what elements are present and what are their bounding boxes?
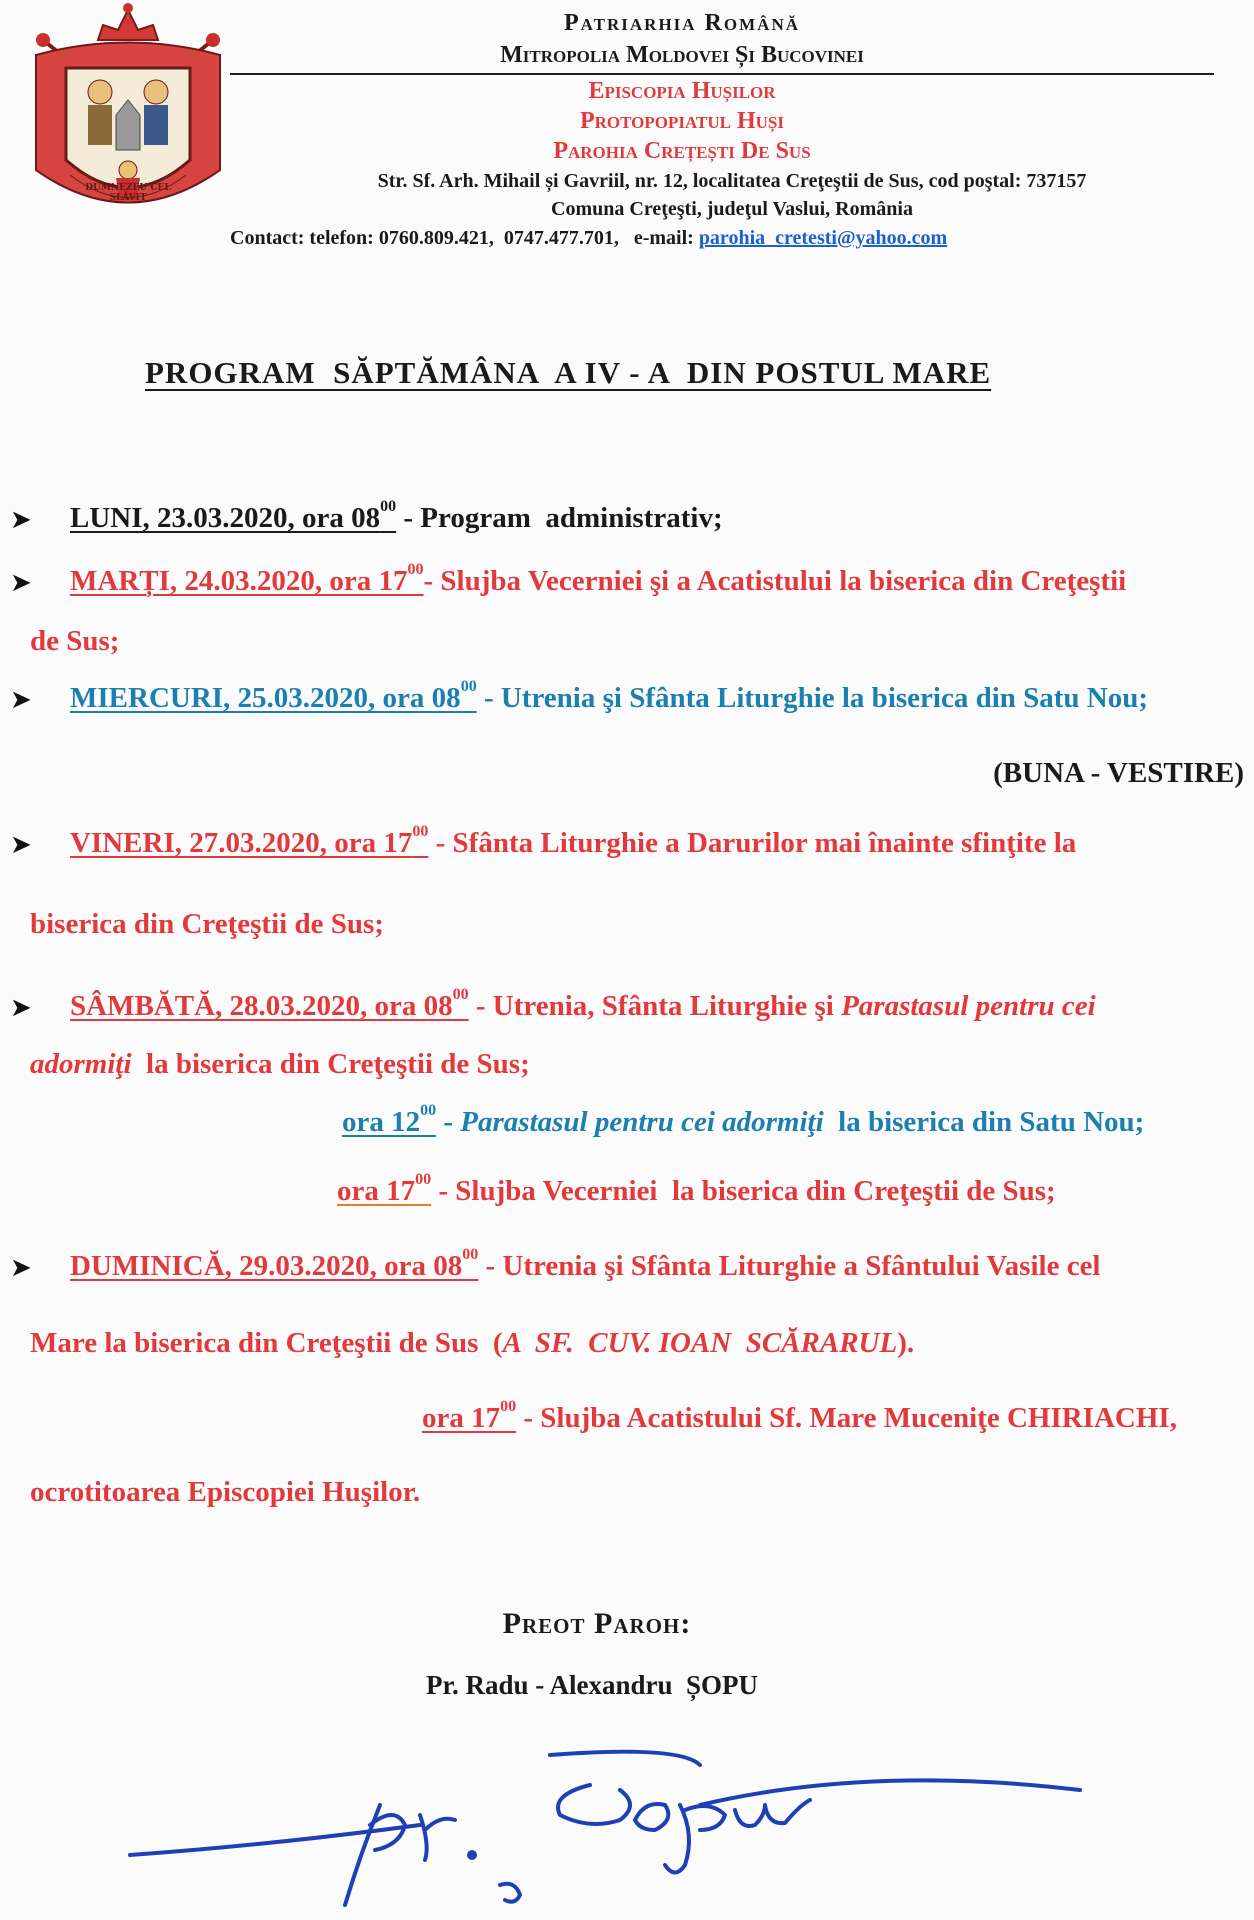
bullet-icon: ➤ (10, 993, 32, 1023)
entry-luni (70, 498, 723, 535)
duminica-cont: Mare la biserica din Creţeştii de Sus (A SF. CUV. IOAN SCĂRARUL). (30, 1327, 915, 1359)
duminica-sub: ora $17^{00}$ - Slujba Acatistului Sf. Mare Muceniţe CHIRIACHI, (422, 1398, 1177, 1434)
marti-cont: de Sus; (30, 625, 120, 657)
miercuri-date: MIERCURI, 25.03.2020, ora $08^{00}$ (70, 678, 477, 714)
duminica-date: DUMINICĂ, 29.03.2020, ora $08^{00}$ (70, 1246, 479, 1282)
header-org-4: Protopopiatul Huși (579, 108, 784, 134)
entry-miercuri (70, 678, 1149, 715)
luni-date: LUNI, 23.03.2020, ora $08^{00}$ (70, 498, 397, 534)
bullet-icon: ➤ (10, 568, 32, 598)
marti-date: MARȚI, 24.03.2020, ora $17^{00}$ (70, 561, 424, 597)
bullet-icon: ➤ (10, 830, 32, 860)
header-org-5: Parohia Crețești De Sus (553, 138, 811, 164)
bullet-icon: ➤ (10, 685, 32, 715)
signature-name: Pr. Radu - Alexandru ȘOPU (425, 1670, 759, 1700)
entry-sambata: SÂMBĂTĂ, 28.03.2020, ora $08^{00}$ - Utrenia, Sfânta Liturghie şi Parastasul pentru cei (70, 986, 1096, 1022)
header-address-1: Str. Sf. Arh. Mihail și Gavriil, nr. 12, localitatea Creţeştii de Sus, cod poştal: 737157 (377, 170, 1087, 192)
page-title: PROGRAM SĂPTĂMÂNA A IV - A DIN POSTUL MARE (145, 355, 992, 390)
sambata-sub-1: ora $12^{00}$ - Parastasul pentru cei adormiţi la biserica din Satu Nou; (342, 1102, 1145, 1138)
contact-text: Contact: telefon: 0760.809.421, 0747.477.701, e-mail: (230, 227, 699, 249)
header-contact (230, 227, 947, 250)
sambata-date: SÂMBĂTĂ, 28.03.2020, ora $08^{00}$ (70, 986, 469, 1022)
signature-role: Preot Paroh: (502, 1607, 692, 1640)
header-org-1: Patriarhia Română (563, 10, 800, 36)
entry-vineri (70, 823, 1077, 860)
bullet-icon: ➤ (10, 505, 32, 535)
luni-text: - Program administrativ; (396, 502, 723, 534)
entry-duminica (70, 1246, 1101, 1283)
vineri-text: - Sfânta Liturghie a Darurilor mai înainte sfinţite la (428, 827, 1077, 859)
sambata-sub1-time: ora $12^{00}$ (342, 1102, 437, 1138)
duminica-sub-cont: ocrotitoarea Episcopiei Huşilor. (30, 1476, 421, 1508)
header-divider (230, 73, 1214, 75)
marti-text: - Slujba Vecerniei şi a Acatistului la biserica din Creţeştii (423, 565, 1127, 597)
header-address-2: Comuna Creţeşti, judeţul Vaslui, România (551, 198, 913, 220)
bullet-icon: ➤ (10, 1253, 32, 1283)
sambata-cont: adormiţi la biserica din Creţeştii de Sus; (30, 1048, 530, 1080)
vineri-date: VINERI, 27.03.2020, ora $17^{00}$ (70, 823, 429, 859)
duminica-text: - Utrenia şi Sfânta Liturghie a Sfântului Vasile cel (478, 1250, 1101, 1282)
email-link[interactable]: parohia_cretesti@yahoo.com (698, 227, 948, 249)
entry-marti (70, 561, 1127, 598)
miercuri-note: (BUNA - VESTIRE) (993, 757, 1244, 789)
logo-motto: DUMNEZEU CEL SLĂVIT (85, 183, 171, 203)
handwritten-signature (120, 1745, 1120, 1915)
sambata-sub-2: ora $17^{00}$ - Slujba Vecerniei la biserica din Creţeştii de Sus; (337, 1171, 1056, 1207)
miercuri-text: - Utrenia şi Sfânta Liturghie la biserica din Satu Nou; (476, 682, 1149, 714)
vineri-cont: biserica din Creţeştii de Sus; (30, 908, 384, 940)
header-org-2: Mitropolia Moldovei Și Bucovinei (500, 42, 864, 68)
header-org-3: Episcopia Hușilor (588, 78, 776, 104)
duminica-sub-time: ora $17^{00}$ (422, 1398, 517, 1434)
sambata-sub2-time: ora $17^{00}$ (337, 1171, 432, 1207)
